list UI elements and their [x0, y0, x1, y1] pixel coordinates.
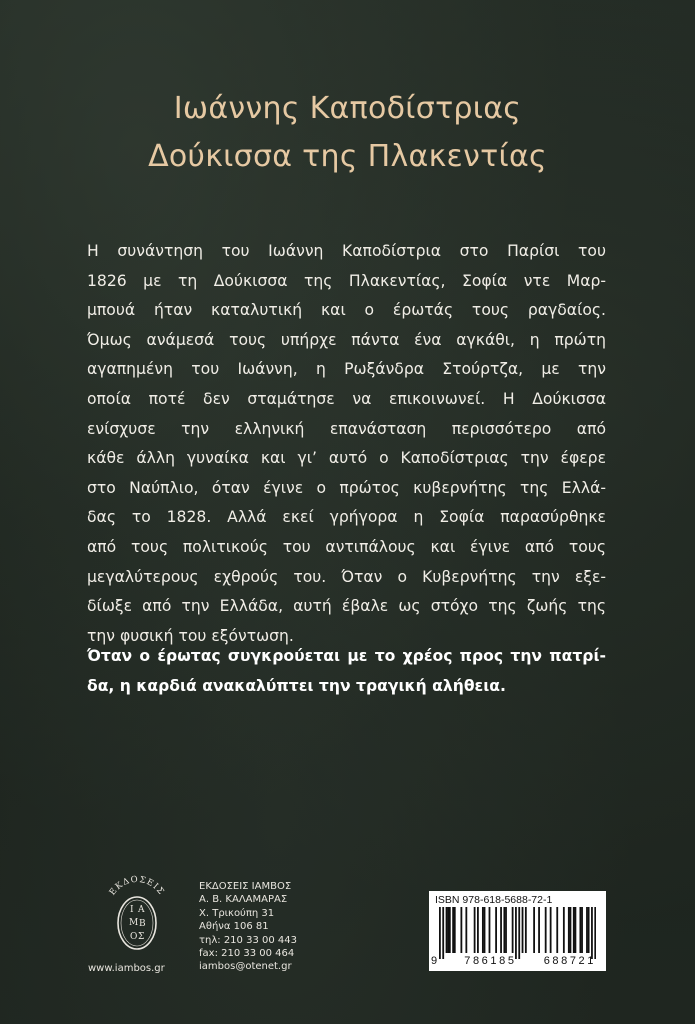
synopsis-line: αγαπημένη του Ιωάννη, η Ρωξάνδρα Στούρτζα, με την	[87, 360, 606, 379]
synopsis-line: ενίσχυσε την ελληνική επανάσταση περισσότερο από	[87, 419, 606, 438]
barcode-bar	[550, 907, 552, 953]
barcode-digit-group: 688721	[543, 955, 596, 967]
barcode-bar	[591, 907, 593, 959]
publisher-line: Α. Β. ΚΑΛΑΜΑΡΑΣ	[199, 894, 288, 906]
barcode-digits	[431, 955, 604, 967]
logo-letter: Α	[138, 905, 145, 915]
barcode-bar	[465, 907, 467, 953]
tagline-line: δα, η καρδιά ανακαλύπτει την τραγική αλήθεια.	[87, 677, 506, 695]
barcode-bar	[474, 907, 476, 953]
barcode-bar	[512, 907, 514, 953]
synopsis	[87, 237, 606, 651]
barcode-bar	[533, 907, 535, 953]
synopsis-line: την φυσική του εξόντωση.	[87, 626, 294, 645]
publisher-email[interactable]: iambos@otenet.gr	[199, 961, 292, 973]
synopsis-line: στο Ναύπλιο, όταν έγινε ο πρώτος κυβερνήτης της Ελλά-	[87, 478, 606, 497]
barcode-bar	[449, 907, 451, 953]
barcode-bar	[575, 907, 577, 953]
barcode-bar	[500, 907, 502, 953]
synopsis-line: 1826 με τη Δούκισσα της Πλακεντίας, Σοφία ντε Μαρ-	[87, 271, 606, 290]
isbn-barcode	[429, 891, 606, 971]
logo-letter: Μ	[129, 918, 139, 928]
barcode-bar	[460, 907, 462, 953]
svg-text:ΕΚΔΟΣΕΙΣ	[108, 875, 166, 898]
logo-letter: Ι	[130, 905, 134, 915]
barcode-digit-group: 786185	[464, 955, 517, 967]
publisher-line: Χ. Τρικούπη 31	[199, 907, 275, 919]
tagline	[87, 641, 606, 701]
barcode-bar	[594, 907, 596, 959]
logo-letter: Ο	[130, 932, 138, 942]
barcode-bar	[452, 907, 454, 953]
publisher-line: τηλ: 210 33 00 443	[199, 934, 297, 946]
logo-letter: Β	[139, 919, 146, 929]
synopsis-line: μπουά ήταν καταλυτική και ο έρωτάς τους ραγδαίος.	[87, 301, 606, 320]
synopsis-line: δας το 1828. Αλλά εκεί γρήγορα η Σοφία παρασύρθηκε	[87, 508, 606, 527]
isbn-label: ISBN 978-618-5688-72-1	[435, 894, 553, 906]
iambos-seal-icon	[92, 860, 182, 960]
barcode-bar	[522, 907, 524, 953]
barcode-bar	[588, 907, 590, 953]
synopsis-line: κάθε άλλη γυναίκα και γι’ αυτό ο Καποδίστριας την έφερε	[87, 449, 606, 468]
barcode-bar	[454, 907, 456, 953]
barcode-bar	[525, 907, 527, 953]
title-line-2: Δούκισσα της Πλακεντίας	[148, 139, 547, 174]
barcode-bar	[495, 907, 497, 953]
website-link[interactable]: www.iambos.gr	[88, 963, 165, 974]
barcode-bar	[556, 907, 558, 953]
synopsis-line: Όμως ανάμεσά τους υπήρχε πάντα ένα αγκάθι, η πρώτη	[87, 330, 606, 349]
barcode-bar	[477, 907, 479, 953]
publisher-line: ΕΚΔΟΣΕΙΣ ΙΑΜΒΟΣ	[199, 881, 292, 892]
barcode-bar	[518, 907, 520, 959]
synopsis-line: Η συνάντηση του Ιωάννη Καποδίστρια στο Παρίσι του	[87, 242, 606, 260]
barcode-bar	[545, 907, 547, 953]
barcode-bar	[573, 907, 575, 953]
barcode-bar	[489, 907, 491, 953]
barcode-bar	[568, 907, 570, 953]
logo-letter: Σ	[138, 932, 145, 942]
barcode-bar	[439, 907, 441, 959]
synopsis-line: δίωξε από την Ελλάδα, αυτή έβαλε ως στόχο της ζωής της	[87, 597, 606, 616]
barcode-bar	[586, 907, 588, 953]
barcode-bar	[505, 907, 507, 953]
barcode-bar	[538, 907, 540, 953]
synopsis-line: οποία ποτέ δεν σταμάτησε να επικοινωνεί. Η Δούκισσα	[87, 389, 606, 408]
barcode-bar	[442, 907, 444, 959]
barcode-bars	[439, 907, 596, 959]
publisher-line: fax: 210 33 00 464	[199, 948, 295, 960]
publisher-logo	[92, 860, 182, 960]
title-line-1: Ιωάννης Καποδίστριας	[173, 91, 522, 126]
barcode-bar	[581, 907, 583, 953]
logo-arc-text: ΕΚΔΟΣΕΙΣ	[107, 874, 167, 898]
publisher-line: Αθήνα 106 81	[199, 921, 269, 933]
barcode-bar	[515, 907, 517, 959]
barcode-bar	[484, 907, 486, 953]
barcode-digit-group: 9	[431, 955, 438, 967]
barcode-bar	[482, 907, 484, 953]
tagline-line: Όταν ο έρωτας συγκρούεται με το χρέος προς την πατρί-	[87, 647, 606, 665]
synopsis-line: μεγαλύτερους εχθρούς του. Όταν ο Κυβερνήτης την εξε-	[87, 567, 606, 586]
barcode-bar	[503, 907, 505, 953]
synopsis-line: από τους πολιτικούς του αντιπάλους και έγινε από τους	[87, 537, 606, 556]
barcode-bar	[570, 907, 572, 953]
barcode-bar	[446, 907, 448, 953]
barcode-bar	[579, 907, 581, 953]
book-title	[0, 85, 695, 181]
publisher-info	[199, 880, 297, 974]
barcode-bar	[563, 907, 565, 953]
barcode-bar	[447, 907, 449, 953]
